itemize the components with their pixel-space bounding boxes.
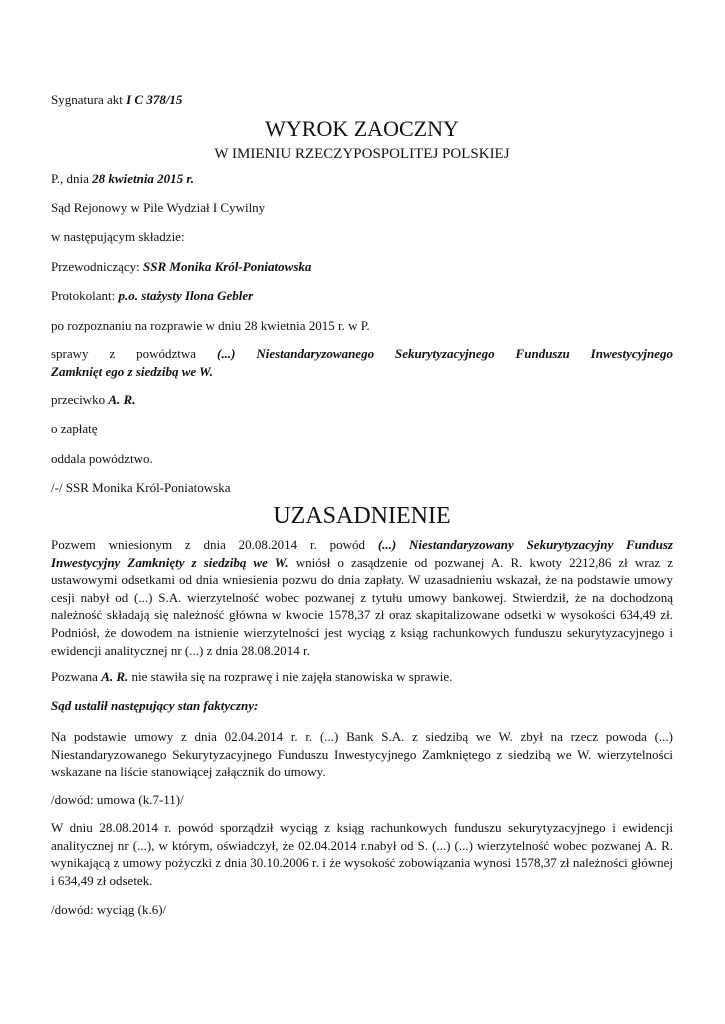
case-subject: o zapłatę [51, 421, 98, 436]
case-plaintiff-line-2: Zamknięt ego z siedzibą we W. [51, 363, 214, 379]
p2-prefix: Pozwana [51, 669, 98, 684]
p1-line-6: Podniósł, że dowodem na istnienie wierzytelności jest wyciąg z ksiąg rachunkowych funduszu sekurytyzacyjnego i [51, 624, 673, 640]
p1-line-2-text: wniósł o zasądzenie od pozwanej A. R. kwoty 2212,86 zł wraz z [295, 554, 674, 570]
justification-paragraph-2 [51, 669, 452, 685]
court-clerk-label: Protokolant: [51, 288, 116, 303]
against-value: A. R. [108, 392, 136, 407]
case-prefix: sprawy z powództwa [51, 346, 197, 361]
p1-line-7: ewidencji analitycznej nr (...) z dnia 28.08.2014 r. [51, 642, 310, 658]
p3-line-2: Niestandaryzowanego Sekurytyzacyjnego Funduszu Inwestycyjnego Zamkniętego z siedzibą we W. wierzytelności [51, 746, 673, 762]
facts-heading: Sąd ustalił następujący stan faktyczny: [51, 698, 259, 713]
hearing-info: po rozpoznaniu na rozprawie w dniu 28 kwietnia 2015 r. w P. [51, 318, 370, 333]
case-plaintiff-name: (...) Niestandaryzowanego Sekurytyzacyjnego Funduszu Inwestycyjnego [217, 346, 674, 361]
evidence-1: /dowód: umowa (k.7-11)/ [51, 792, 184, 807]
court-name: Sąd Rejonowy w Pile Wydział I Cywilny [51, 200, 266, 215]
judge-signature: /-/ SSR Monika Król-Poniatowska [51, 480, 231, 495]
against-party [51, 392, 135, 408]
verdict-date [51, 171, 194, 187]
p1-line-5: należność składają się należność główna w kwocie 1578,37 zł oraz skapitalizowane odsetki w wysokości 634,49 zł. [51, 607, 673, 623]
case-plaintiff [51, 345, 673, 380]
court-clerk [51, 288, 253, 304]
p1-line-2 [51, 554, 673, 572]
presiding-judge-label: Przewodniczący: [51, 259, 140, 274]
justification-paragraph-3 [51, 728, 673, 781]
document-subtitle: W IMIENIU RZECZYPOSPOLITEJ POLSKIEJ [214, 146, 510, 162]
document-title: WYROK ZAOCZNY [265, 116, 459, 141]
p1-plaintiff-name: (...) Niestandaryzowany Sekurytyzacyjny Fundusz [377, 537, 673, 552]
justification-paragraph-4 [51, 819, 673, 889]
p4-line-4: i 634,49 zł odsetek. [51, 872, 153, 888]
p1-plaintiff-name-cont: Inwestycyjny Zamknięty z siedzibą we W. [51, 554, 289, 570]
p2-defendant: A. R. [101, 669, 129, 684]
justification-paragraph-1 [51, 536, 673, 659]
court-clerk-value: p.o. stażysty Ilona Gebler [118, 288, 254, 303]
p4-line-2: analitycznej nr (...), w którym, oświadczył, że 02.04.2014 r.nabył od S. (...) (...) wierzytelność wobec pozwanej A. R. [51, 837, 673, 853]
case-signature-label: Sygnatura akt [51, 92, 123, 107]
p4-line-3: wynikającą z umowy pożyczki z dnia 30.10.2006 r. i że wysokość zobowiązania wynosi 1578,37 zł należności głównej [51, 855, 673, 871]
verdict-date-prefix: P., dnia [51, 171, 89, 186]
case-signature [51, 92, 182, 108]
p4-line-1: W dniu 28.08.2014 r. powód sporządził wyciąg z ksiąg rachunkowych funduszu sekurytyzacyjnego i ewidencji [51, 820, 673, 835]
evidence-2: /dowód: wyciąg (k.6)/ [51, 902, 167, 917]
p2-text: nie stawiła się na rozprawę i nie zajęła stanowiska w sprawie. [131, 669, 453, 684]
presiding-judge-value: SSR Monika Król-Poniatowska [143, 259, 312, 274]
p1-line-3: ustawowymi odsetkami od dnia wniesienia pozwu do dnia zapłaty. W uzasadnieniu wskazał, że na podstawie umowy [51, 572, 673, 588]
composition-label: w następującym składzie: [51, 229, 185, 244]
p1-line-1 [51, 536, 673, 554]
p3-line-3: wskazane na liście stanowiącej załącznik do umowy. [51, 764, 326, 780]
against-prefix: przeciwko [51, 392, 106, 407]
case-signature-value: I C 378/15 [126, 92, 183, 107]
case-plaintiff-line-1 [51, 345, 673, 363]
p3-line-1: Na podstawie umowy z dnia 02.04.2014 r. r. (...) Bank S.A. z siedzibą we W. zbył na rzecz powoda (...) [51, 729, 673, 744]
presiding-judge [51, 259, 311, 275]
p1-line-4: cesji nabył od (...) S.A. wierzytelność wobec pozwanej z tytułu umowy bankowej. Stwierdził, że na dochodzoną [51, 589, 673, 605]
verdict-date-value: 28 kwietnia 2015 r. [92, 171, 195, 186]
justification-title: UZASADNIENIE [273, 503, 451, 529]
p1-line-1-text: Pozwem wniesionym z dnia 20.08.2014 r. powód [51, 537, 366, 552]
ruling: oddala powództwo. [51, 451, 153, 466]
